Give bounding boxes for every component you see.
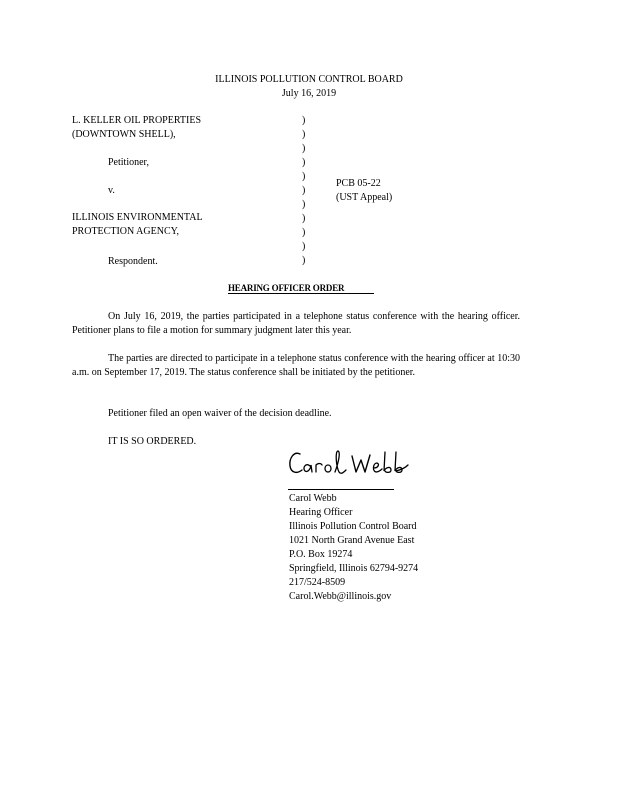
petitioner-role: Petitioner,	[108, 157, 149, 168]
caption-divider	[302, 114, 310, 268]
paren: )	[302, 199, 306, 210]
respondent-role: Respondent.	[108, 256, 158, 267]
paren: )	[302, 255, 306, 266]
paragraph-waiver: Petitioner filed an open waiver of the decision deadline.	[108, 408, 332, 419]
petitioner-name: L. KELLER OIL PROPERTIES	[72, 115, 202, 126]
signer-city: Springfield, Illinois 62794-9274	[289, 563, 419, 574]
paren: )	[302, 171, 306, 182]
signer-title: Hearing Officer	[289, 507, 353, 518]
paren: )	[302, 241, 306, 252]
respondent-name-cont: PROTECTION AGENCY,	[72, 226, 180, 237]
versus-label: v.	[108, 185, 115, 196]
paragraph-next-conference: The parties are directed to participate in a telephone status conference with the hearing officer at 10:30 a.m. on September 17, 2019. The status conference shall be initiated by the petitioner.	[72, 353, 520, 378]
order-title: HEARING OFFICER ORDER	[228, 283, 374, 294]
paragraph-status-conference: On July 16, 2019, the parties participated in a telephone status conference with the hearing officer. Petitioner plans to file a motion for summary judgment later this year.	[72, 311, 520, 336]
paren: )	[302, 157, 306, 168]
case-number: PCB 05-22	[336, 178, 381, 189]
paragraph-so-ordered: IT IS SO ORDERED.	[108, 436, 197, 447]
signer-pobox: P.O. Box 19274	[289, 549, 353, 560]
signature-block	[289, 492, 418, 604]
paren: )	[302, 129, 306, 140]
signature-line	[288, 489, 394, 490]
paren: )	[302, 213, 306, 224]
order-date: July 16, 2019	[281, 88, 337, 99]
handwritten-signature	[286, 446, 416, 480]
petitioner-name-cont: (DOWNTOWN SHELL),	[72, 129, 176, 140]
signer-phone: 217/524-8509	[289, 577, 346, 588]
paren: )	[302, 115, 306, 126]
signer-street: 1021 North Grand Avenue East	[289, 535, 415, 546]
respondent-name: ILLINOIS ENVIRONMENTAL	[72, 212, 203, 223]
signer-email: Carol.Webb@illinois.gov	[289, 591, 392, 602]
paren: )	[302, 227, 306, 238]
signer-organization: Illinois Pollution Control Board	[289, 521, 417, 532]
paren: )	[302, 143, 306, 154]
signer-name: Carol Webb	[289, 493, 337, 504]
paren: )	[302, 185, 306, 196]
case-type: (UST Appeal)	[336, 192, 393, 203]
agency-name: ILLINOIS POLLUTION CONTROL BOARD	[215, 74, 403, 85]
